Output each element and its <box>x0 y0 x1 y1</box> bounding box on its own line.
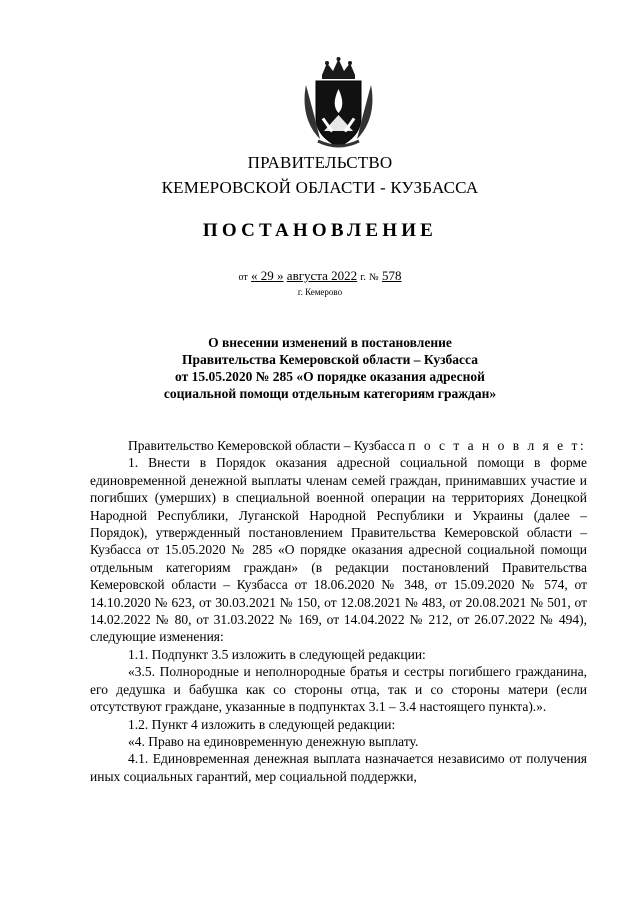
date-quote-open: « <box>251 268 258 283</box>
coat-of-arms-icon <box>300 55 377 150</box>
city-label: г. Кемерово <box>297 287 343 297</box>
subject-line: О внесении изменений в постановление <box>208 335 452 350</box>
body-paragraph: «3.5. Полнородные и неполнородные братья и сестры погибшего гражданина, его дедушка и бабушка как со стороны отца, так и со стороны матери (если отсутствуют граждане, указанные в подпунктах 3.1 – 3.4 настоящего пункта).». <box>90 664 587 715</box>
org-name-line1: ПРАВИТЕЛЬСТВО <box>247 153 393 172</box>
body-paragraph: 1.1. Подпункт 3.5 изложить в следующей редакции: <box>128 646 426 662</box>
date-number-line <box>0 268 640 284</box>
document-number: 578 <box>381 268 402 283</box>
body-paragraph: 1. Внести в Порядок оказания адресной социальной помощи в форме единовременной денежной выплаты членам семей граждан, принимавших участие и погибших (умерших) в специальной военной операции на территориях Донецкой Народной Республики, Луганской Народной Республики и Украины (далее – Порядок), утвержденный постановлением Правительства Кемеровской области – Кузбасса от 15.05.2020 № 285 «О порядке оказания адресной социальной помощи отдельным категориям граждан» (в редакции постановлений Правительства Кемеровской области – Кузбасса от 18.06.2020 № 348, от 15.09.2020 № 574, от 14.10.2020 № 623, от 30.03.2021 № 150, от 12.08.2021 № 483, от 20.08.2021 № 501, от 14.02.2022 № 80, от 31.03.2022 № 169, от 14.04.2022 № 212, от 26.07.2022 № 494), следующие изменения: <box>90 455 587 645</box>
body-paragraph: 1.2. Пункт 4 изложить в следующей редакции: <box>128 716 396 732</box>
body-paragraph: 4.1. Единовременная денежная выплата назначается независимо от получения иных социальных гарантий, мер социальной поддержки, <box>90 751 587 784</box>
body-paragraph: «4. Право на единовременную денежную выплату. <box>128 733 419 749</box>
number-sign: № <box>369 272 379 283</box>
date-prefix: от <box>238 272 248 283</box>
date-day: 29 <box>260 268 274 283</box>
document-subject <box>140 334 520 402</box>
org-name-line2: КЕМЕРОВСКОЙ ОБЛАСТИ - КУЗБАССА <box>161 178 479 197</box>
intro-paragraph <box>90 437 587 454</box>
year-suffix: г. <box>360 272 366 283</box>
subject-line: Правительства Кемеровской области – Кузбасса <box>182 352 478 367</box>
intro-decree-word: п о с т а н о в л я е т: <box>408 438 587 453</box>
subject-line: от 15.05.2020 № 285 «О порядке оказания адресной <box>175 369 485 384</box>
date-quote-close: » <box>277 268 284 283</box>
document-body <box>90 437 587 785</box>
subject-line: социальной помощи отдельным категориям граждан» <box>163 386 497 401</box>
intro-text: Правительство Кемеровской области – Кузбасса <box>128 438 405 453</box>
date-month-year: августа 2022 <box>286 268 358 283</box>
document-type-title: ПОСТАНОВЛЕНИЕ <box>202 220 438 241</box>
